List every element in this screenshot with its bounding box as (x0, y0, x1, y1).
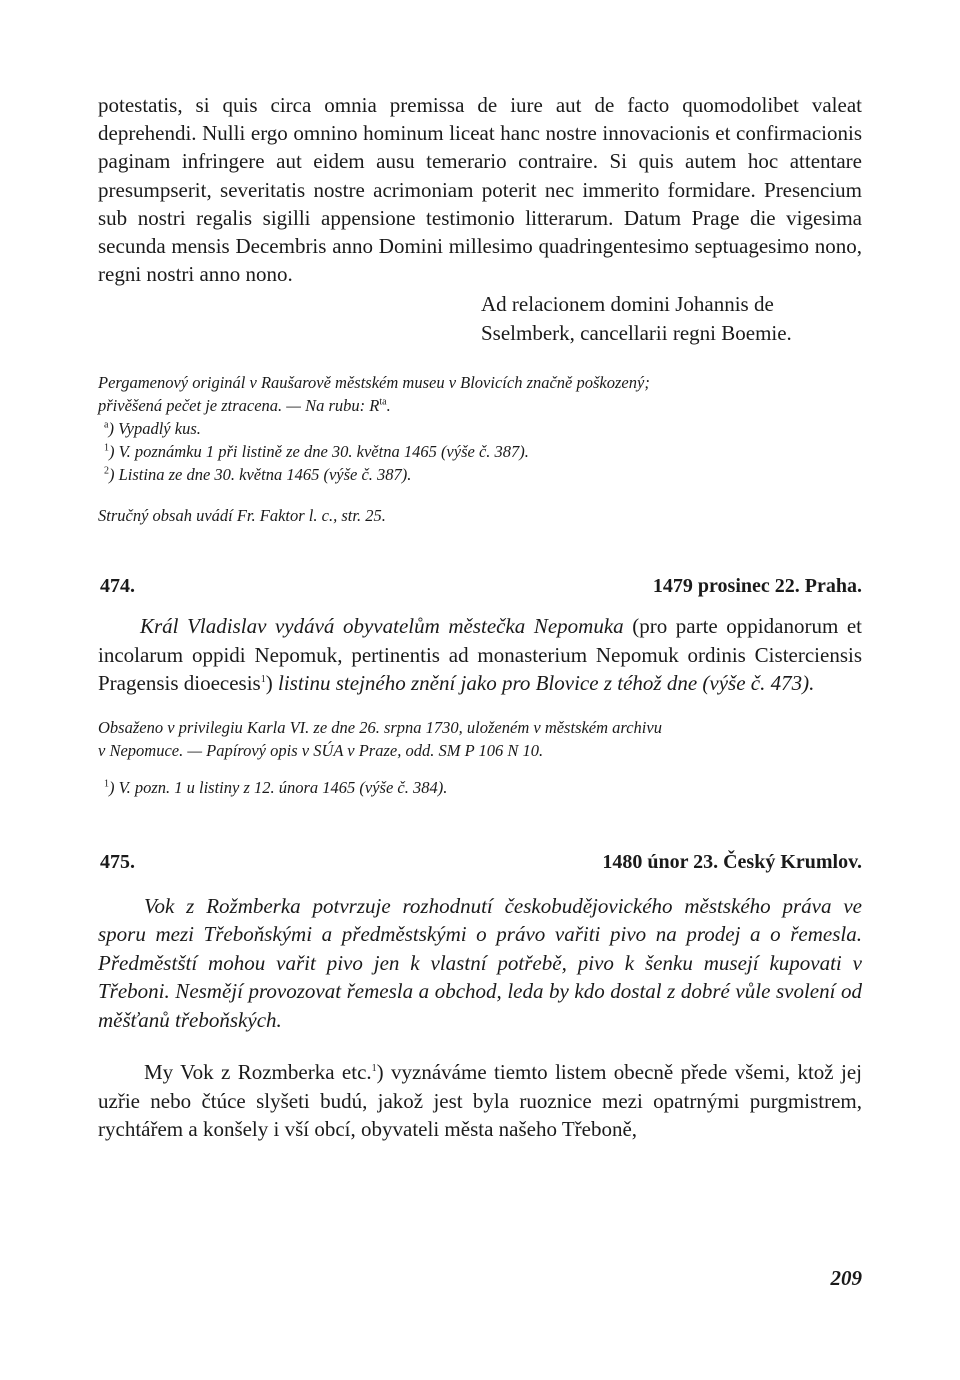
source-notes (98, 371, 862, 527)
regest-latin: (pro parte oppidanorum et incolarum oppidi Nepomuk, pertinentis ad monasterium Nepomuk ordinis Cisterciensis Pragensis dioecesis (98, 614, 863, 696)
footnote-text: ) Vypadlý kus. (108, 419, 201, 439)
footnote (104, 440, 862, 463)
footnote-mark: 1 (104, 442, 109, 454)
source-line: Obsaženo v privilegiu Karla VI. ze dne 26. srpna 1730, uloženém v městském archivu (98, 717, 662, 737)
footnote (104, 776, 862, 799)
footnote-mark: a (104, 419, 109, 431)
regest (98, 612, 862, 698)
footnote-text: ) Listina ze dne 30. května 1465 (výše č. 387). (109, 465, 412, 485)
chancery-note-line: Sselmberk, cancellarii regni Boemie. (481, 320, 792, 345)
chancery-note (481, 290, 862, 347)
charter-text (98, 1058, 862, 1144)
chancery-note-line: Ad relacionem domini Johannis de (481, 292, 774, 317)
source-line (98, 394, 862, 417)
regest-italic: listinu stejného znění jako pro Blovice z téhož dne (výše č. 473). (277, 671, 815, 696)
entry-number: 475. (100, 850, 135, 873)
source-notes (98, 716, 862, 799)
entry-heading (98, 851, 862, 874)
footnote-text: ) V. poznámku 1 při listině ze dne 30. května 1465 (výše č. 387). (109, 442, 529, 462)
superscript: ta (379, 396, 387, 408)
footnote-mark: 1 (104, 778, 109, 790)
source-line: v Nepomuce. — Papírový opis v SÚA v Praze, odd. SM P 106 N 10. (98, 740, 544, 760)
page-number: 209 (830, 1266, 862, 1290)
footnote (104, 417, 862, 440)
entry-date-place: 1480 únor 23. Český Krumlov. (602, 850, 862, 873)
entry-date-place: 1479 prosinec 22. Praha. (652, 575, 862, 598)
regest-text: ) (265, 671, 278, 696)
footnote-text: ) V. pozn. 1 u listiny z 12. února 1465 (výše č. 384). (109, 777, 448, 797)
summary-note: Stručný obsah uvádí Fr. Faktor l. c., str. 25. (98, 506, 386, 526)
footnote-mark: 1 (260, 674, 266, 686)
charter-text-part: My Vok z Rozmberka etc. (144, 1060, 372, 1085)
source-text: . (386, 396, 391, 416)
footnote-mark: 1 (371, 1063, 377, 1075)
source-text: přivěšená pečet je ztracena. — Na rubu: R (98, 396, 380, 416)
body-paragraph: potestatis, si quis circa omnia premissa de iure aut de facto quomodolibet valeat deprehendi. Nulli ergo omnino hominum liceat hanc nostre innovacionis et confirmacionis paginam infringere aut eidem ausu temerario contraire. Si quis autem hoc attentare presumpserit, severitatis nostre acrimoniam poterit nec immerito formidare. Presencium sub nostri regalis sigilli appensione testimonio litterarum. Datum Prage die vigesima secunda mensis Decembris anno Domini millesimo quadringentesimo septuagesimo nono, regni nostri anno nono. (98, 93, 862, 287)
charter-text-part: ) vyznáváme tiemto listem obecně přede všemi, ktož jej uzřie nebo čtúce slyšeti budú, jakož jest byla ruoznice mezi opatrnými purgmistrem, rychtářem a konšely i vší obcí, obyvateli města našeho Třeboně, (98, 1060, 862, 1142)
entry-number: 474. (100, 575, 135, 598)
regest-italic: Král Vladislav vydává obyvatelům městečka Nepomuka (140, 614, 624, 639)
source-line: Pergamenový originál v Raušarově městském museu v Blovicích značně poškozený; (98, 373, 650, 393)
footnote (104, 463, 862, 486)
regest: Vok z Rožmberka potvrzuje rozhodnutí českobudějovického městského práva ve sporu mezi Třeboňskými a předměstskými o právo vařiti pivo na prodej a o řemesla. Předměstští mohou vařit pivo jen k vlastní potřebě, pivo k šenku musejí kupovati v Třeboni. Nesmějí provozovat řemesla a obchod, leda by kdo dostal z dobré vůle svolení od měšťanů třeboňských. (98, 893, 862, 1032)
footnote-mark: 2 (104, 465, 109, 477)
entry-heading (98, 575, 862, 598)
